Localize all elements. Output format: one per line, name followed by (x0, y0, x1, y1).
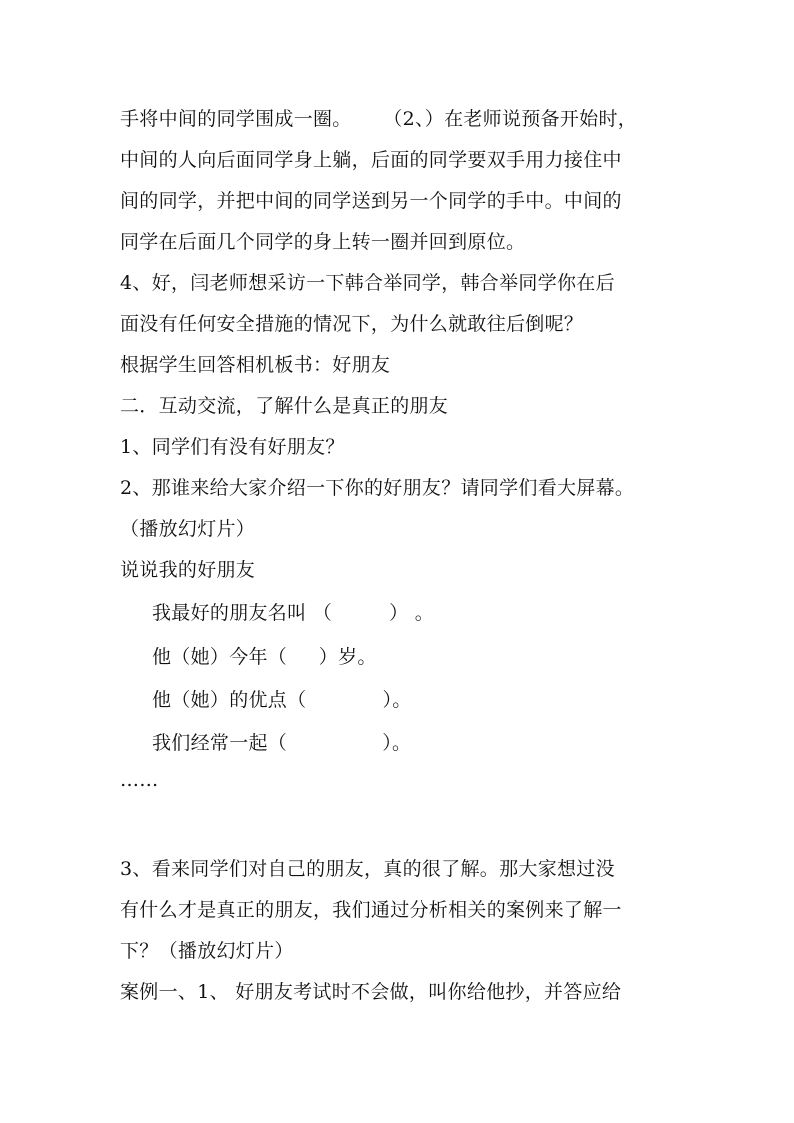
text-line: 有什么才是真正的朋友，我们通过分析相关的案例来了解一 (120, 899, 622, 921)
text-line: 同学在后面几个同学的身上转一圈并回到原位。 (120, 231, 526, 253)
text-line: 中间的人向后面同学身上躺，后面的同学要双手用力接住中 (120, 149, 622, 171)
text-line: （播放幻灯片） (120, 518, 256, 540)
text-line: 手将中间的同学围成一圈。 （2、）在老师说预备开始时， (120, 108, 638, 130)
fill-in-line: 我最好的朋友名叫 （ ） 。 (152, 602, 435, 624)
fill-in-line: 我们经常一起（ ）。 (152, 732, 412, 754)
text-line: 1、同学们有没有好朋友？ (120, 436, 345, 458)
slide-title: 说说我的好朋友 (120, 559, 256, 581)
section-heading: 二．互动交流，了解什么是真正的朋友 (120, 395, 449, 417)
text-line: 3、看来同学们对自己的朋友，真的很了解。那大家想过没 (120, 858, 615, 880)
text-line: 4、好，闫老师想采访一下韩合举同学，韩合举同学你在后 (120, 272, 615, 294)
text-line: 间的同学，并把中间的同学送到另一个同学的手中。中间的 (120, 190, 622, 212)
fill-in-line: 他（她）的优点（ ）。 (152, 689, 412, 711)
fill-in-line: 他（她）今年（ ）岁。 (152, 646, 377, 668)
blackboard-note: 根据学生回答相机板书：好朋友 (120, 354, 391, 376)
text-line: 下？（播放幻灯片） (120, 940, 294, 962)
ellipsis: …… (120, 769, 159, 791)
text-line: 案例一、1、 好朋友考试时不会做，叫你给他抄，并答应给 (120, 981, 622, 1003)
text-line: 面没有任何安全措施的情况下，为什么就敢往后倒呢？ (120, 313, 584, 335)
text-line: 2、那谁来给大家介绍一下你的好朋友？请同学们看大屏幕。 (120, 477, 635, 499)
